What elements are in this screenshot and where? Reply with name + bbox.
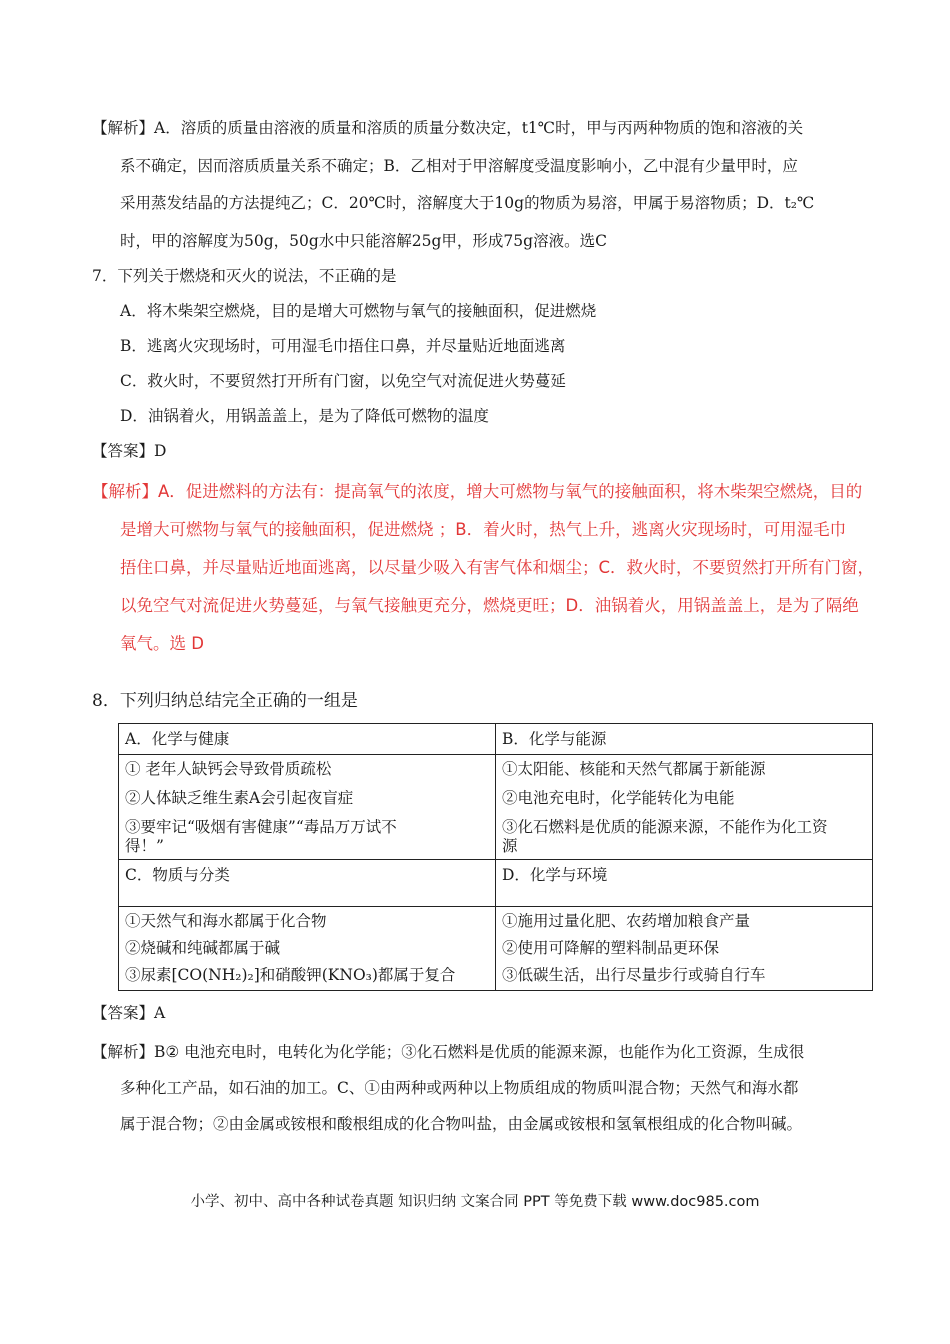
cell-d-head: D．化学与环境 bbox=[496, 860, 873, 907]
cell-a-head: A．化学与健康 bbox=[119, 724, 496, 755]
list-item: ①太阳能、核能和天然气都属于新能源 bbox=[502, 760, 766, 778]
q7-analysis-line: 氧气。选 D bbox=[120, 634, 204, 653]
list-item: ③化石燃料是优质的能源来源，不能作为化工资 bbox=[502, 818, 828, 836]
q8-answer: 【答案】A bbox=[92, 1004, 166, 1022]
q7-option-d: D．油锅着火，用锅盖盖上，是为了降低可燃物的温度 bbox=[120, 407, 489, 425]
q8-analysis-line: 属于混合物；②由金属或铵根和酸根组成的化合物叫盐，由金属或铵根和氢氧根组成的化合物叫碱。 bbox=[120, 1115, 803, 1133]
cell-b-items bbox=[496, 755, 873, 860]
list-item: ③尿素[CO(NH₂)₂]和硝酸钾(KNO₃)都属于复合 bbox=[125, 966, 456, 984]
analysis-line: 【解析】A．溶质的质量由溶液的质量和溶质的质量分数决定，t1℃时，甲与丙两种物质的饱和溶液的关 bbox=[92, 119, 804, 137]
q7-analysis-line: 以免空气对流促进火势蔓延，与氧气接触更充分，燃烧更旺；D．油锅着火，用锅盖盖上，是为了隔绝 bbox=[120, 596, 859, 615]
list-item: ① 老年人缺钙会导致骨质疏松 bbox=[125, 760, 332, 778]
cell-a-items bbox=[119, 755, 496, 860]
q7-option-a: A．将木柴架空燃烧，目的是增大可燃物与氧气的接触面积，促进燃烧 bbox=[120, 302, 597, 320]
q8-analysis-line: 多种化工产品，如石油的加工。C、①由两种或两种以上物质组成的物质叫混合物；天然气和海水都 bbox=[120, 1079, 799, 1097]
cell-c-head: C．物质与分类 bbox=[119, 860, 496, 907]
list-item: ③要牢记“吸烟有害健康”“毒品万万试不 bbox=[125, 818, 397, 836]
list-item: ②使用可降解的塑料制品更环保 bbox=[502, 939, 720, 957]
list-item: ②烧碱和纯碱都属于碱 bbox=[125, 939, 281, 957]
q7-analysis-line: 捂住口鼻，并尽量贴近地面逃离，以尽量少吸入有害气体和烟尘；C．救火时，不要贸然打开所有门窗， bbox=[120, 558, 875, 577]
list-item: ①施用过量化肥、农药增加粮食产量 bbox=[502, 912, 751, 930]
list-item: 源 bbox=[502, 837, 518, 855]
q7-analysis-line: 【解析】A．促进燃料的方法有：提高氧气的浓度，增大可燃物与氧气的接触面积，将木柴架空燃烧，目的 bbox=[92, 482, 863, 501]
analysis-line: 时，甲的溶解度为50g，50g水中只能溶解25g甲，形成75g溶液。选C bbox=[120, 232, 607, 250]
question-7-stem: 7．下列关于燃烧和灭火的说法，不正确的是 bbox=[92, 267, 397, 285]
q7-option-c: C．救火时，不要贸然打开所有门窗，以免空气对流促进火势蔓延 bbox=[120, 372, 566, 390]
cell-b-head: B．化学与能源 bbox=[496, 724, 873, 755]
q8-analysis-line: 【解析】B② 电池充电时，电转化为化学能；③化石燃料是优质的能源来源，也能作为化工资源，生成很 bbox=[92, 1043, 805, 1061]
q7-analysis-line: 是增大可燃物与氧气的接触面积，促进燃烧 ；B．着火时，热气上升，逃离火灾现场时，可用湿毛巾 bbox=[120, 520, 847, 539]
analysis-line: 采用蒸发结晶的方法提纯乙；C．20℃时，溶解度大于10g的物质为易溶，甲属于易溶物质；D．t₂℃ bbox=[120, 194, 815, 212]
list-item: ①天然气和海水都属于化合物 bbox=[125, 912, 327, 930]
list-item: 得！” bbox=[125, 837, 164, 855]
list-item: ③低碳生活，出行尽量步行或骑自行车 bbox=[502, 966, 766, 984]
list-item: ②人体缺乏维生素A会引起夜盲症 bbox=[125, 789, 354, 807]
summary-table bbox=[118, 723, 873, 991]
list-item: ②电池充电时，化学能转化为电能 bbox=[502, 789, 735, 807]
page-footer: 小学、初中、高中各种试卷真题 知识归纳 文案合同 PPT 等免费下载 www.doc985.com bbox=[190, 1194, 760, 1210]
question-8-stem: 8．下列归纳总结完全正确的一组是 bbox=[92, 691, 358, 711]
analysis-line: 系不确定，因而溶质质量关系不确定；B．乙相对于甲溶解度受温度影响小，乙中混有少量甲时，应 bbox=[120, 157, 798, 175]
cell-d-items bbox=[496, 907, 873, 991]
q7-answer: 【答案】D bbox=[92, 442, 167, 460]
q7-option-b: B．逃离火灾现场时，可用湿毛巾捂住口鼻，并尽量贴近地面逃离 bbox=[120, 337, 566, 355]
cell-c-items bbox=[119, 907, 496, 991]
